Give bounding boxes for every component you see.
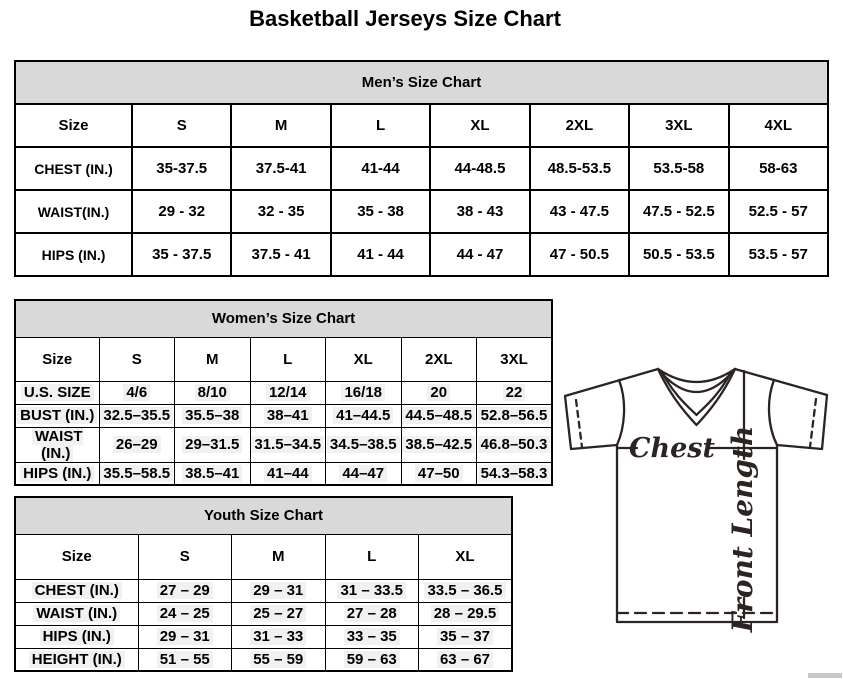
scrollbar-fragment [808, 673, 842, 678]
size-column-header: Size [15, 534, 138, 579]
size-cell: 54.3–58.3 [477, 462, 553, 485]
row-label: HIPS (IN.) [15, 233, 132, 276]
size-cell: 35.5–58.5 [99, 462, 175, 485]
row-label: CHEST (IN.) [15, 579, 138, 602]
size-cell: 43 - 47.5 [530, 190, 629, 233]
size-cell: 29 - 32 [132, 190, 231, 233]
size-cell: 33.5 – 36.5 [419, 579, 513, 602]
size-column-header: S [138, 534, 232, 579]
mens-size-header-row [15, 104, 828, 147]
jersey-outline [565, 369, 827, 622]
size-cell: 31 – 33.5 [325, 579, 419, 602]
size-cell: 53.5 - 57 [729, 233, 828, 276]
size-cell: 20 [401, 381, 477, 404]
size-column-header: 3XL [477, 337, 553, 381]
size-cell: 27 – 29 [138, 579, 232, 602]
size-cell: 22 [477, 381, 553, 404]
size-column-header: S [132, 104, 231, 147]
youth-chart-title: Youth Size Chart [15, 497, 512, 534]
size-cell: 37.5 - 41 [231, 233, 330, 276]
size-column-header: M [232, 534, 326, 579]
size-cell: 35 - 38 [331, 190, 430, 233]
size-cell: 41–44.5 [326, 404, 402, 427]
size-cell: 41–44 [250, 462, 326, 485]
size-cell: 37.5-41 [231, 147, 330, 190]
size-cell: 41 - 44 [331, 233, 430, 276]
row-label: HIPS (IN.) [15, 625, 138, 648]
row-label: WAIST (IN.) [15, 602, 138, 625]
size-cell: 38 - 43 [430, 190, 529, 233]
table-row [15, 233, 828, 276]
size-cell: 35 - 37.5 [132, 233, 231, 276]
size-cell: 31 – 33 [232, 625, 326, 648]
size-column-header: 3XL [629, 104, 728, 147]
table-row [15, 648, 512, 671]
womens-chart-header-row [15, 300, 552, 337]
size-cell: 46.8–50.3 [477, 427, 553, 462]
youth-chart-header-row [15, 497, 512, 534]
size-column-header: M [231, 104, 330, 147]
size-column-header: XL [419, 534, 513, 579]
row-label: BUST (IN.) [15, 404, 99, 427]
size-cell: 27 – 28 [325, 602, 419, 625]
size-cell: 47.5 - 52.5 [629, 190, 728, 233]
size-column-header: L [250, 337, 326, 381]
youth-size-header-row [15, 534, 512, 579]
size-cell: 28 – 29.5 [419, 602, 513, 625]
row-label: HIPS (IN.) [15, 462, 99, 485]
row-label: WAIST (IN.) [15, 427, 99, 462]
size-cell: 44 - 47 [430, 233, 529, 276]
size-cell: 31.5–34.5 [250, 427, 326, 462]
page-title: Basketball Jerseys Size Chart [249, 6, 561, 31]
row-label: WAIST(IN.) [15, 190, 132, 233]
size-cell: 12/14 [250, 381, 326, 404]
size-cell: 16/18 [326, 381, 402, 404]
size-cell: 4/6 [99, 381, 175, 404]
size-column-header: 4XL [729, 104, 828, 147]
table-row [15, 404, 552, 427]
size-column-header: Size [15, 104, 132, 147]
table-row [15, 427, 552, 462]
size-cell: 25 – 27 [232, 602, 326, 625]
size-cell: 26–29 [99, 427, 175, 462]
size-cell: 38.5–41 [175, 462, 251, 485]
size-cell: 29 – 31 [138, 625, 232, 648]
row-label: U.S. SIZE [15, 381, 99, 404]
size-cell: 52.5 - 57 [729, 190, 828, 233]
size-column-header: L [325, 534, 419, 579]
size-cell: 52.8–56.5 [477, 404, 553, 427]
size-cell: 24 – 25 [138, 602, 232, 625]
row-label: CHEST (IN.) [15, 147, 132, 190]
size-cell: 51 – 55 [138, 648, 232, 671]
size-cell: 63 – 67 [419, 648, 513, 671]
size-cell: 55 – 59 [232, 648, 326, 671]
mens-chart-header-row [15, 61, 828, 104]
size-column-header: XL [430, 104, 529, 147]
size-cell: 59 – 63 [325, 648, 419, 671]
size-cell: 58-63 [729, 147, 828, 190]
size-column-header: S [99, 337, 175, 381]
youth-size-chart-table [14, 496, 513, 672]
size-cell: 38–41 [250, 404, 326, 427]
table-row [15, 625, 512, 648]
size-cell: 44-48.5 [430, 147, 529, 190]
size-cell: 33 – 35 [325, 625, 419, 648]
size-cell: 44.5–48.5 [401, 404, 477, 427]
size-cell: 47–50 [401, 462, 477, 485]
chest-label: Chest [629, 433, 715, 464]
size-cell: 44–47 [326, 462, 402, 485]
womens-size-header-row [15, 337, 552, 381]
mens-chart-title: Men’s Size Chart [15, 61, 828, 104]
size-cell: 29–31.5 [175, 427, 251, 462]
size-column-header: XL [326, 337, 402, 381]
table-row [15, 381, 552, 404]
size-column-header: 2XL [401, 337, 477, 381]
size-cell: 50.5 - 53.5 [629, 233, 728, 276]
table-row [15, 190, 828, 233]
size-cell: 41-44 [331, 147, 430, 190]
womens-chart-title: Women’s Size Chart [15, 300, 552, 337]
size-cell: 53.5-58 [629, 147, 728, 190]
size-cell: 8/10 [175, 381, 251, 404]
size-cell: 35.5–38 [175, 404, 251, 427]
mens-size-chart-table [14, 60, 829, 277]
size-cell: 32 - 35 [231, 190, 330, 233]
front-length-label: Front Length [726, 425, 759, 633]
size-cell: 35 – 37 [419, 625, 513, 648]
row-label: HEIGHT (IN.) [15, 648, 138, 671]
table-row [15, 579, 512, 602]
size-column-header: L [331, 104, 430, 147]
womens-size-chart-table [14, 299, 553, 486]
size-cell: 48.5-53.5 [530, 147, 629, 190]
size-cell: 38.5–42.5 [401, 427, 477, 462]
size-cell: 47 - 50.5 [530, 233, 629, 276]
size-cell: 35-37.5 [132, 147, 231, 190]
size-cell: 32.5–35.5 [99, 404, 175, 427]
table-row [15, 462, 552, 485]
table-row [15, 147, 828, 190]
table-row [15, 602, 512, 625]
jersey-measurement-diagram [555, 355, 843, 679]
size-column-header: M [175, 337, 251, 381]
size-column-header: Size [15, 337, 99, 381]
size-column-header: 2XL [530, 104, 629, 147]
size-cell: 34.5–38.5 [326, 427, 402, 462]
size-cell: 29 – 31 [232, 579, 326, 602]
